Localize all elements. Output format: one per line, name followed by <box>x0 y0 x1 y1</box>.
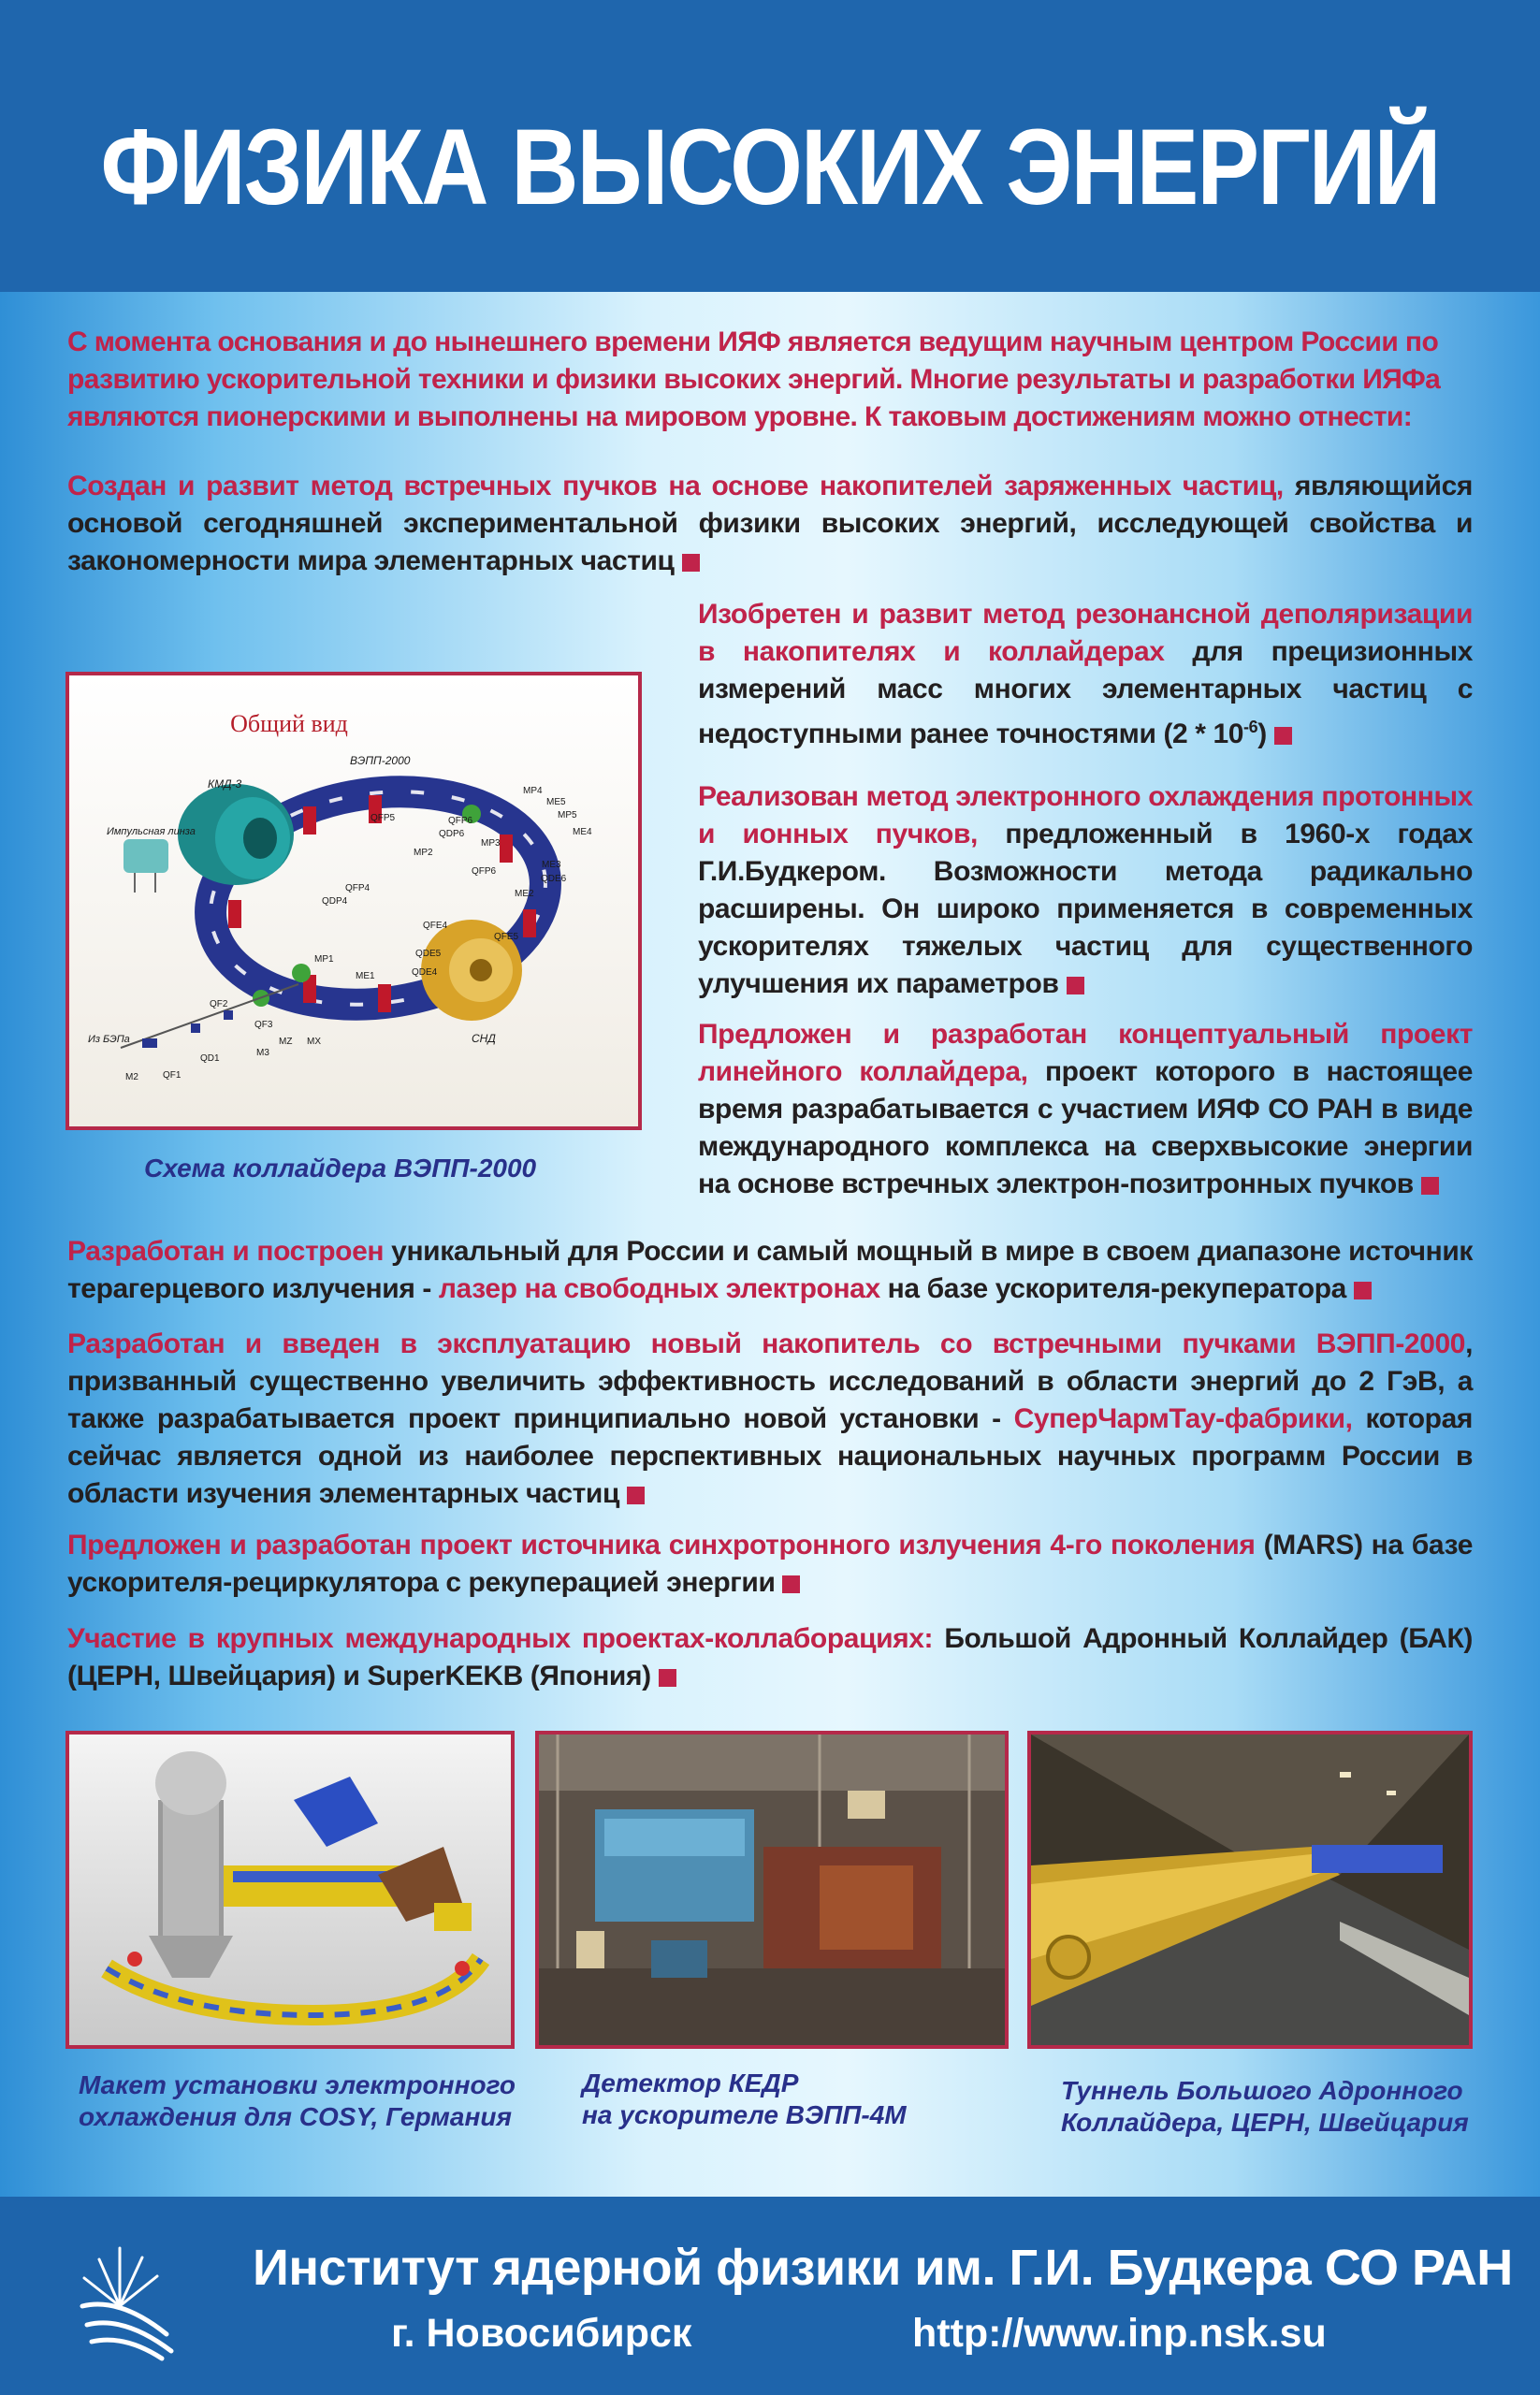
diagram-label: QFE5 <box>494 932 519 942</box>
achievement-heading: Предложен и разработан проект источника синхротронного излучения 4-го поколения <box>67 1530 1256 1560</box>
diagram-label: QDP4 <box>322 896 348 907</box>
diagram-label: QFP4 <box>345 883 370 893</box>
achievement-heading: Предложен и разработан концептуальный проект линейного коллайдера, <box>698 1019 1473 1087</box>
bullet-square-icon <box>627 1487 645 1504</box>
caption-line: Макет установки электронного <box>79 2070 516 2099</box>
achievement-heading: Изобретен и развит метод резонансной деполяризации в накопителях и коллайдерах <box>698 599 1473 667</box>
achievement-highlight: СуперЧармТау-фабрики, <box>1013 1403 1353 1434</box>
institute-logo-icon <box>73 2241 185 2362</box>
photo-caption-3 <box>1061 2075 1469 2139</box>
achievement-text: которая сейчас является одной из наиболее перспективных национальных научных программ России в области изучения элементарных частиц <box>67 1403 1473 1509</box>
diagram-label: QDE6 <box>541 874 567 884</box>
diagram-label: QFP5 <box>370 813 396 823</box>
achievement-text: являющийся основой сегодняшней экспериментальной физики высоких энергий, исследующей свойства и закономерности мира элементарных частиц <box>67 471 1473 576</box>
caption-line: Детектор КЕДР <box>582 2068 799 2097</box>
achievement-vepp2000 <box>67 1326 1473 1513</box>
bullet-square-icon <box>682 554 700 572</box>
caption-line: на ускорителе ВЭПП-4М <box>582 2100 907 2129</box>
caption-line: Коллайдера, ЦЕРН, Швейцария <box>1061 2108 1469 2137</box>
achievement-highlight: лазер на свободных электронах <box>438 1273 880 1304</box>
achievement-heading: Участие в крупных международных проектах-коллаборациях: <box>67 1623 934 1654</box>
diagram-label: MP5 <box>558 810 577 820</box>
page-title: ФИЗИКА ВЫСОКИХ ЭНЕРГИЙ <box>100 107 1440 228</box>
achievement-tail: ) <box>1257 718 1267 749</box>
diagram-label: MP4 <box>523 786 543 796</box>
diagram-label: M2 <box>125 1072 138 1082</box>
diagram-label: СНД <box>472 1032 496 1045</box>
achievement-text: предложенный в 1960-х годах Г.И.Будкером. Возможности метода радикально расширены. Он широко применяется в современных ускорителях тяжелых частиц для существенного улучшения их параметров <box>698 819 1473 999</box>
footer-city: г. Новосибирск <box>391 2311 692 2356</box>
bullet-square-icon <box>782 1575 800 1593</box>
diagram-label: MP3 <box>481 838 501 849</box>
caption-line: Туннель Большого Адронного <box>1061 2076 1463 2105</box>
diagram-label: QF3 <box>254 1020 273 1030</box>
footer-institute-name: Институт ядерной физики им. Г.И. Будкера СО РАН <box>253 2240 1513 2296</box>
exponent: -6 <box>1243 718 1258 736</box>
diagram-label: MX <box>307 1037 321 1047</box>
achievement-fel <box>67 1233 1473 1308</box>
achievement-colliding-beams <box>67 468 1473 580</box>
diagram-label: ME5 <box>546 797 566 807</box>
achievement-heading: Разработан и введен в эксплуатацию новый накопитель со встречными пучками ВЭПП-2000 <box>67 1328 1466 1359</box>
diagram-label: QDE5 <box>415 949 442 959</box>
photo-caption-2 <box>582 2068 907 2131</box>
diagram-label: MP2 <box>414 848 433 858</box>
diagram-label: MZ <box>279 1037 293 1047</box>
bullet-square-icon <box>1274 727 1292 745</box>
photo-kedr-detector <box>535 1731 1009 2049</box>
diagram-title: Общий вид <box>230 710 348 737</box>
achievement-heading: Реализован метод электронного охлаждения протонных и ионных пучков, <box>698 781 1473 849</box>
diagram-label: QFP6 <box>472 866 497 877</box>
footer-url-link[interactable]: http://www.inp.nsk.su <box>912 2311 1327 2356</box>
achievement-text: , призванный существенно увеличить эффективность исследований в области энергий до 2 ГэВ, а также разрабатывается проект принципиально новой установки - <box>67 1328 1473 1434</box>
achievement-text: на базе ускорителя-рекуператора <box>879 1273 1346 1304</box>
achievement-collaborations <box>67 1620 1473 1695</box>
diagram-label: ME2 <box>515 889 534 899</box>
intro-paragraph: С момента основания и до нынешнего времени ИЯФ является ведущим научным центром России по развитию ускорительной техники и физики высоких энергий. Многие результаты и разработки ИЯФа являются пионерскими и выполнены на мировом уровне. К таковым достижениям можно отнести: <box>67 327 1441 432</box>
achievement-text: уникальный для России и самый мощный в мире в своем диапазоне источник терагерцевого излучения - <box>67 1236 1473 1304</box>
achievement-text: для прецизионных измерений масс многих элементарных частиц с недоступными ранее точностями (2 * 10 <box>698 636 1474 749</box>
diagram-label: QDP6 <box>439 829 465 839</box>
diagram-label: QDE4 <box>412 967 438 978</box>
collider-diagram-svg <box>69 675 638 1126</box>
achievement-text: (MARS) на базе ускорителя-рециркулятора с рекуперацией энергии <box>67 1530 1473 1598</box>
collider-diagram <box>65 672 642 1130</box>
bullet-square-icon <box>1067 977 1084 994</box>
diagram-label: QF1 <box>163 1070 182 1081</box>
diagram-label: MP1 <box>314 954 334 965</box>
photo-lhc-tunnel <box>1027 1731 1473 2049</box>
diagram-label: QFE4 <box>423 921 448 931</box>
achievement-heading: Создан и развит метод встречных пучков на основе накопителей заряженных частиц, <box>67 471 1284 501</box>
diagram-label: Импульсная линза <box>107 826 196 837</box>
bullet-square-icon <box>1421 1177 1439 1195</box>
caption-line: охлаждения для COSY, Германия <box>79 2102 512 2131</box>
achievement-text: Большой Адронный Коллайдер (БАК) (ЦЕРН, Швейцария) и SuperKEKB (Япония) <box>67 1623 1474 1691</box>
diagram-label: QFP6 <box>448 816 473 826</box>
photo-caption-1 <box>79 2069 516 2133</box>
bullet-square-icon <box>659 1669 676 1687</box>
achievement-text: проект которого в настоящее время разрабатывается с участием ИЯФ СО РАН в виде международного комплекса на сверхвысокие энергии на основе встречных электрон-позитронных пучков <box>698 1056 1473 1199</box>
photo-cosy-cooler <box>65 1731 515 2049</box>
diagram-label: Из БЭПа <box>88 1034 130 1045</box>
diagram-label: КМД-3 <box>208 777 242 791</box>
diagram-label: QD1 <box>200 1053 220 1064</box>
achievement-heading: Разработан и построен <box>67 1236 385 1267</box>
achievement-resonant-depolarization <box>698 596 1473 753</box>
achievement-linear-collider <box>698 1016 1473 1203</box>
diagram-label: ВЭПП-2000 <box>350 754 411 767</box>
diagram-label: ME3 <box>542 860 561 870</box>
diagram-label: M3 <box>256 1048 269 1058</box>
achievement-mars <box>67 1527 1473 1602</box>
diagram-caption: Схема коллайдера ВЭПП-2000 <box>144 1154 537 1183</box>
diagram-label: ME4 <box>573 827 592 837</box>
achievement-electron-cooling <box>698 778 1473 1003</box>
diagram-label: ME1 <box>356 971 375 981</box>
diagram-label: QF2 <box>210 999 228 1009</box>
bullet-square-icon <box>1354 1282 1372 1299</box>
